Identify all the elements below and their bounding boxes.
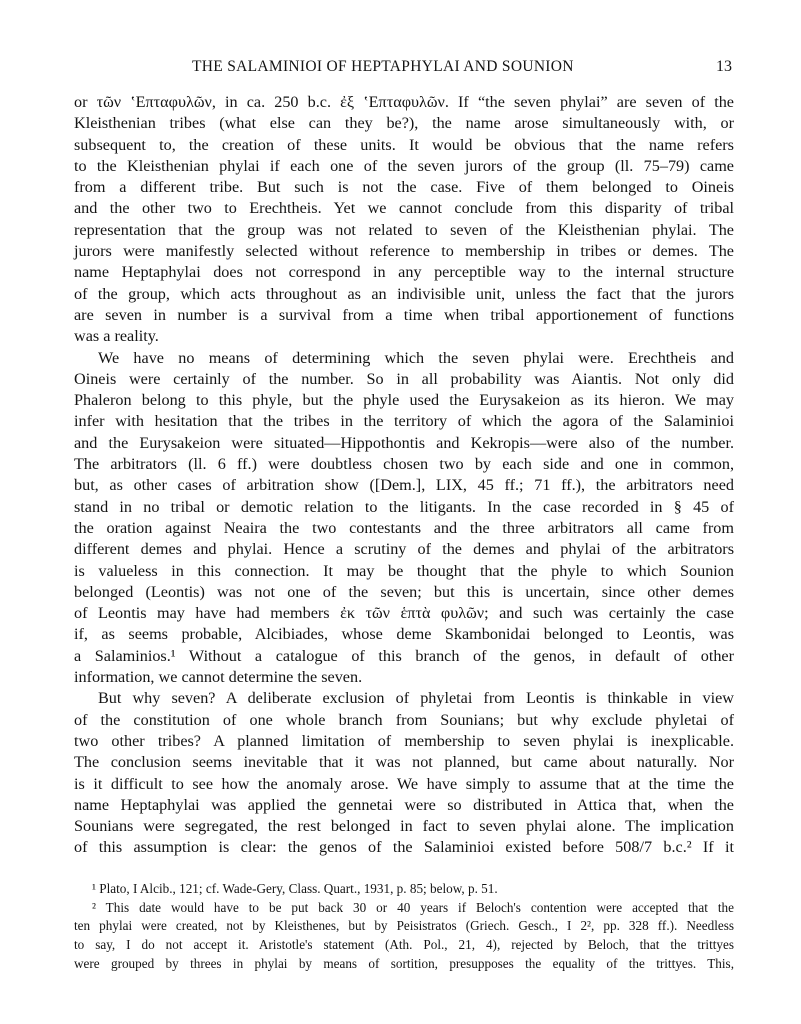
text-line: is valueless in this connection. It may be thought that the phyle to which Sounion	[74, 561, 734, 580]
footnote-line: ten phylai were created, not by Kleisthenes, but by Peisistratos (Griech. Gesch., I 2², pp. 328 ff.). Needless	[74, 918, 734, 934]
text-line: or τῶν ʽΕπταφυλῶν, in ca. 250 b.c. ἐξ ʽΕπταφυλῶν. If “the seven phylai” are seven of the	[74, 93, 734, 111]
text-line: Sounians were segregated, the rest belonged in fact to seven phylai alone. The implication	[74, 817, 734, 836]
text-line: representation that the group was not related to seven of the Kleisthenian phylai. The	[74, 220, 734, 239]
running-title: THE SALAMINIOI OF HEPTAPHYLAI AND SOUNION	[192, 58, 574, 75]
text-line: Phaleron belong to this phyle, but the phyle used the Eurysakeion as its hieron. We may	[74, 391, 734, 410]
text-line: are seven in number is a survival from a time when tribal apportionement of functions	[74, 305, 734, 324]
footnote-line: ² This date would have to be put back 30 or 40 years if Beloch's contention were accepted that the	[92, 899, 734, 915]
text-line: different demes and phylai. Hence a scrutiny of the demes and phylai of the arbitrators	[74, 540, 734, 559]
footnotes	[74, 880, 734, 973]
footnote-line: were grouped by threes in phylai by means of sortition, presupposes the equality of the trittyes. This,	[74, 955, 734, 971]
text-line: information, we cannot determine the seven.	[74, 668, 363, 687]
text-line: name Heptaphylai was applied the gennetai were so distributed in Attica that, when the	[74, 795, 734, 814]
text-line: if, as seems probable, Alcibiades, whose deme Skambonidai belonged to Leontis, was	[74, 625, 734, 644]
text-line: of Leontis may have had members ἐκ τῶν ἑπτὰ φυλῶν; and such was certainly the case	[74, 604, 734, 623]
text-line: belonged (Leontis) was not one of the seven; but this is uncertain, since other demes	[74, 582, 734, 601]
main-text	[74, 92, 734, 859]
text-line: infer with hesitation that the tribes in the territory of which the agora of the Salaminioi	[74, 412, 734, 431]
text-line: to the Kleisthenian phylai if each one of the seven jurors of the group (ll. 75–79) came	[74, 156, 734, 175]
text-line: was a reality.	[74, 327, 159, 346]
footnote-line: ¹ Plato, I Alcib., 121; cf. Wade-Gery, Class. Quart., 1931, p. 85; below, p. 51.	[92, 881, 498, 896]
text-line: We have no means of determining which the seven phylai were. Erechtheis and	[98, 348, 734, 367]
text-line: the oration against Neaira the two contestants and the three arbitrators all came from	[74, 518, 734, 537]
text-line: and the other two to Erechtheis. Yet we cannot conclude from this disparity of tribal	[74, 199, 734, 218]
running-header	[74, 58, 736, 80]
text-line: But why seven? A deliberate exclusion of phyletai from Leontis is thinkable in view	[98, 689, 734, 708]
text-line: name Heptaphylai does not correspond in any perceptible way to the internal structure	[74, 263, 734, 282]
text-line: and the Eurysakeion were situated—Hippothontis and Kekropis—were also of the number.	[74, 433, 734, 452]
text-line: The conclusion seems inevitable that it was not planned, but came about naturally. Nor	[74, 753, 734, 772]
text-line: The arbitrators (ll. 6 ff.) were doubtless chosen two by each side and one in common,	[74, 455, 734, 474]
text-line: a Salaminios.¹ Without a catalogue of this branch of the genos, in default of other	[74, 646, 734, 665]
footnote-line: to say, I do not accept it. Aristotle's statement (Ath. Pol., 21, 4), rejected by Beloch, that the trittyes	[74, 937, 734, 953]
text-line: from a different tribe. But such is not the case. Five of them belonged to Oineis	[74, 178, 734, 197]
text-line: stand in no tribal or demotic relation to the litigants. In the case recorded in § 45 of	[74, 497, 734, 516]
text-line: of this assumption is clear: the genos of the Salaminioi existed before 508/7 b.c.² If it	[74, 838, 734, 857]
text-line: jurors were manifestly selected without reference to membership in tribes or demes. The	[74, 242, 734, 261]
text-line: of the group, which acts throughout as an indivisible unit, unless the fact that the jurors	[74, 284, 734, 303]
text-line: subsequent to, the creation of these units. It would be obvious that the name refers	[74, 135, 734, 154]
text-line: Oineis were certainly of the number. So in all probability was Aiantis. Not only did	[74, 369, 734, 388]
text-line: Kleisthenian tribes (what else can they be?), the name arose simultaneously with, or	[74, 114, 734, 133]
text-line: is it difficult to see how the anomaly arose. We have simply to assume that at the time the	[74, 774, 734, 793]
text-line: two other tribes? A planned limitation of membership to seven phylai is inexplicable.	[74, 731, 734, 750]
text-line: but, as other cases of arbitration show ([Dem.], LIX, 45 ff.; 71 ff.), the arbitrators need	[74, 476, 734, 495]
text-line: of the constitution of one whole branch from Sounians; but why exclude phyletai of	[74, 710, 734, 729]
page-number: 13	[716, 58, 732, 75]
